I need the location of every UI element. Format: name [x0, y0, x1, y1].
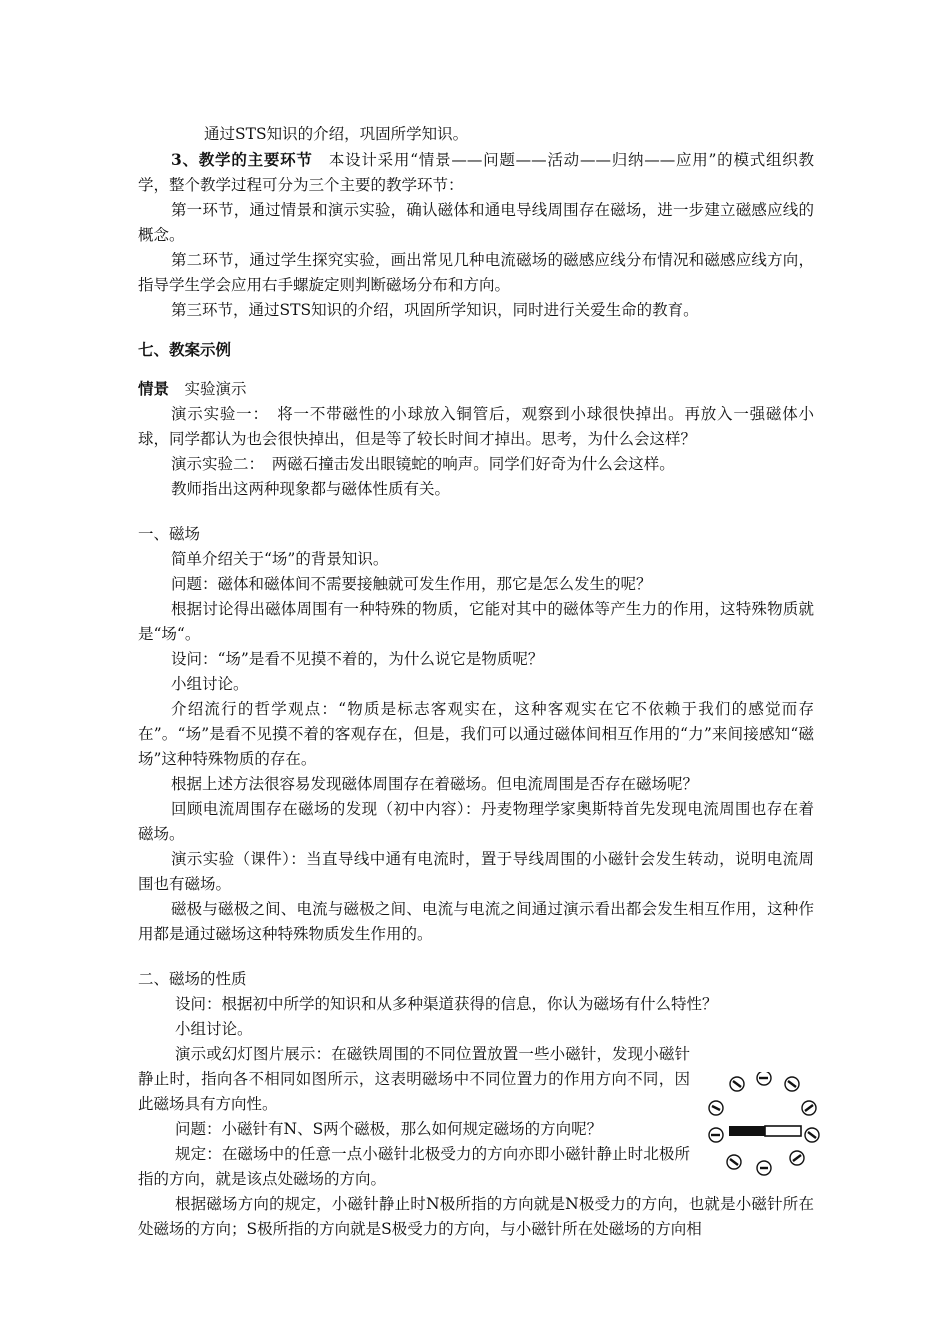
- paragraph-scene-title: [138, 376, 814, 402]
- paragraph-prop-5: 规定：在磁场中的任意一点小磁针北极受力的方向亦即小磁针静止时北极所指的方向，就是该点处磁场的方向。: [138, 1145, 690, 1188]
- compass-needles: [709, 1072, 819, 1175]
- figure-side-text: [138, 1042, 690, 1192]
- compass-needle-icon: [802, 1101, 816, 1115]
- scene-label: 情景: [138, 379, 170, 398]
- section3-label: 3、教学的主要环节: [171, 150, 313, 169]
- paragraph-field-3: 根据讨论得出磁体周围有一种特殊的物质，它能对其中的磁体等产生力的作用，这特殊物质就是“场“。: [138, 600, 814, 643]
- paragraph-field-2: 问题：磁体和磁体间不需要接触就可发生作用，那它是怎么发生的呢？: [171, 575, 652, 593]
- magnet-compass-figure: [704, 1072, 822, 1190]
- figure-text-block: [138, 1042, 814, 1192]
- heading-lesson-example: 七、教案示例: [138, 340, 232, 359]
- compass-needle-icon: [709, 1101, 723, 1115]
- paragraph-demo-1: 演示实验一： 将一不带磁性的小球放入铜管后，观察到小球很快掉出。再放入一强磁体小球，同学都认为也会很快掉出，但是等了较长时间才掉出。思考，为什么会这样？: [138, 405, 814, 448]
- paragraph-field-10: 磁极与磁极之间、电流与磁极之间、电流与电流之间通过演示看出都会发生相互作用，这种作用都是通过磁场这种特殊物质发生作用的。: [138, 900, 814, 943]
- compass-needle-icon: [727, 1155, 741, 1169]
- paragraph-stage-2: 第二环节，通过学生探究实验，画出常见几种电流磁场的磁感应线分布情况和磁感应线方向，指导学生学会应用右手螺旋定则判断磁场分布和方向。: [138, 251, 814, 294]
- compass-needle-icon: [785, 1077, 799, 1091]
- paragraph-prop-2: 小组讨论。: [175, 1020, 253, 1038]
- compass-needle-icon: [805, 1128, 819, 1142]
- paragraph-prop-3: 演示或幻灯图片展示：在磁铁周围的不同位置放置一些小磁针，发现小磁针静止时，指向各不相同如图所示，这表明磁场中不同位置力的作用方向不同，因此磁场具有方向性。: [138, 1045, 690, 1113]
- paragraph-sts-intro: 通过STS知识的介绍，巩固所学知识。: [204, 125, 469, 143]
- paragraph-prop-4: 问题：小磁针有N、S两个磁极，那么如何规定磁场的方向呢？: [175, 1120, 603, 1138]
- paragraph-field-8: 回顾电流周围存在磁场的发现（初中内容）：丹麦物理学家奥斯特首先发现电流周围也存在着磁场。: [138, 800, 814, 843]
- compass-needle-icon: [757, 1161, 771, 1175]
- paragraph-field-6: 介绍流行的哲学观点：“物质是标志客观实在，这种客观实在它不依赖于我们的感觉而存在”。“场”是看不见摸不着的客观存在，但是，我们可以通过磁体间相互作用的“力”来间接感知“磁场”这种特殊物质的存在。: [138, 700, 814, 768]
- paragraph-prop-1: 设问：根据初中所学的知识和从多种渠道获得的信息，你认为磁场有什么特性？: [175, 995, 718, 1013]
- section3-text: 本设计采用“情景——问题——活动——归纳——应用”的模式组织教学，整个教学过程可分为三个主要的教学环节：: [138, 151, 814, 194]
- compass-needle-icon: [730, 1077, 744, 1091]
- paragraph-field-4: 设问：“场”是看不见摸不着的，为什么说它是物质呢？: [171, 650, 544, 668]
- paragraph-field-9: 演示实验（课件）：当直导线中通有电流时，置于导线周围的小磁针会发生转动，说明电流周围也有磁场。: [138, 850, 814, 893]
- heading-field-properties: 二、磁场的性质: [138, 970, 247, 988]
- compass-needle-icon: [757, 1072, 771, 1085]
- compass-needle-icon: [709, 1128, 723, 1142]
- document-page: [138, 122, 814, 1242]
- paragraph-prop-6: 根据磁场方向的规定，小磁针静止时N极所指的方向就是N极受力的方向，也就是小磁针所在处磁场的方向；S极所指的方向就是S极受力的方向，与小磁针所在处磁场的方向相: [138, 1195, 814, 1238]
- heading-magnetic-field: 一、磁场: [138, 525, 201, 543]
- scene-title: 实验演示: [184, 380, 247, 398]
- paragraph-demo-2: 演示实验二： 两磁石撞击发出眼镜蛇的响声。同学们好奇为什么会这样。: [171, 455, 675, 473]
- paragraph-stage-3: 第三环节，通过STS知识的介绍，巩固所学知识，同时进行关爱生命的教育。: [171, 301, 699, 319]
- compass-needle-icon: [790, 1151, 804, 1165]
- paragraph-stage-1: 第一环节，通过情景和演示实验，确认磁体和通电导线周围存在磁场，进一步建立磁感应线的概念。: [138, 201, 814, 244]
- paragraph-section3: [138, 147, 814, 198]
- paragraph-field-7: 根据上述方法很容易发现磁体周围存在着磁场。但电流周围是否存在磁场呢？: [171, 775, 699, 793]
- paragraph-teacher-note: 教师指出这两种现象都与磁体性质有关。: [171, 480, 451, 498]
- paragraph-field-1: 简单介绍关于“场”的背景知识。: [171, 550, 389, 568]
- paragraph-field-5: 小组讨论。: [171, 675, 249, 693]
- bar-magnet: [729, 1126, 801, 1136]
